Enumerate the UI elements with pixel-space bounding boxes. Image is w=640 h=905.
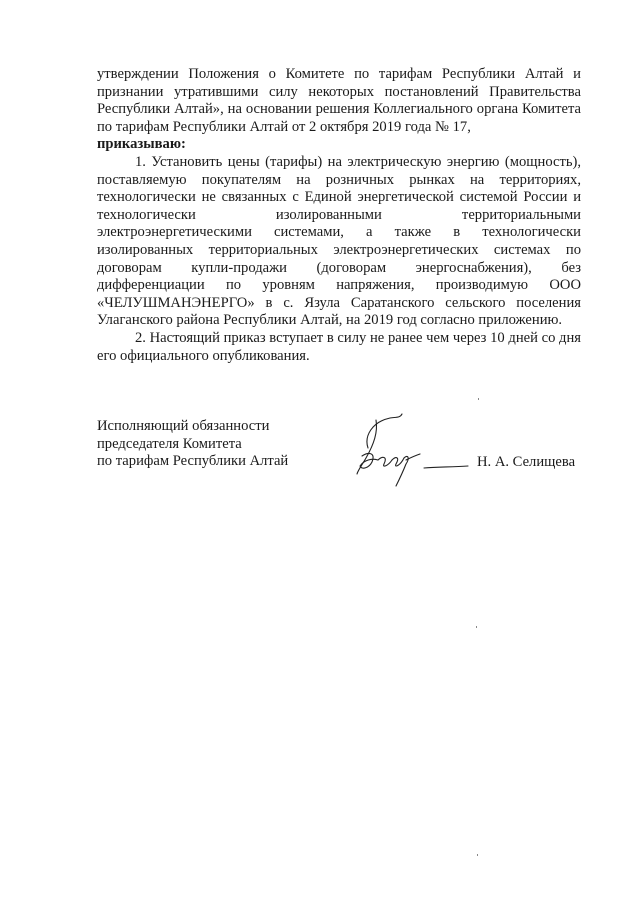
signatory-title-line: по тарифам Республики Алтай [97, 453, 289, 470]
paragraph-order-word: приказываю: [97, 136, 186, 153]
paragraph-item-2: 2. Настоящий приказ вступает в силу не ранее чем через 10 дней со дня его официального опубликования. [97, 329, 581, 364]
signatory-title [97, 418, 357, 471]
signatory-name: Н. А. Селищева [477, 454, 576, 470]
document-body [97, 66, 581, 365]
paragraph-item-1: 1. Установить цены (тарифы) на электрическую энергию (мощность), поставляемую покупателям на розничных рынках на территориях, технологически не связанных с Единой энергетической системой России и технологически изолированными территориальными электроэнергетическими системами, а также в технологически изолированных территориальных электроэнергетических системах по договорам купли-продажи (договорам энергоснабжения), без дифференциации по уровням напряжения, производимую ООО «ЧЕЛУШМАНЭНЕРГО» в с. Язула Саратанского сельского поселения Улаганского района Республики Алтай, на 2019 год согласно приложению. [97, 153, 581, 329]
handwritten-signature [338, 408, 473, 488]
signatory-title-line: Исполняющий обязанности [97, 418, 270, 434]
scan-dust-mark [477, 854, 478, 856]
scan-dust-mark [478, 398, 479, 400]
signatory-title-line: председателя Комитета [97, 435, 242, 452]
paragraph-preamble: утверждении Положения о Комитете по тарифам Республики Алтай и признании утратившими силу некоторых постановлений Правительства Республики Алтай», на основании решения Коллегиального органа Комитета по тарифам Республики Алтай от 2 октября 2019 года № 17, [97, 66, 581, 135]
scan-dust-mark [476, 626, 477, 628]
